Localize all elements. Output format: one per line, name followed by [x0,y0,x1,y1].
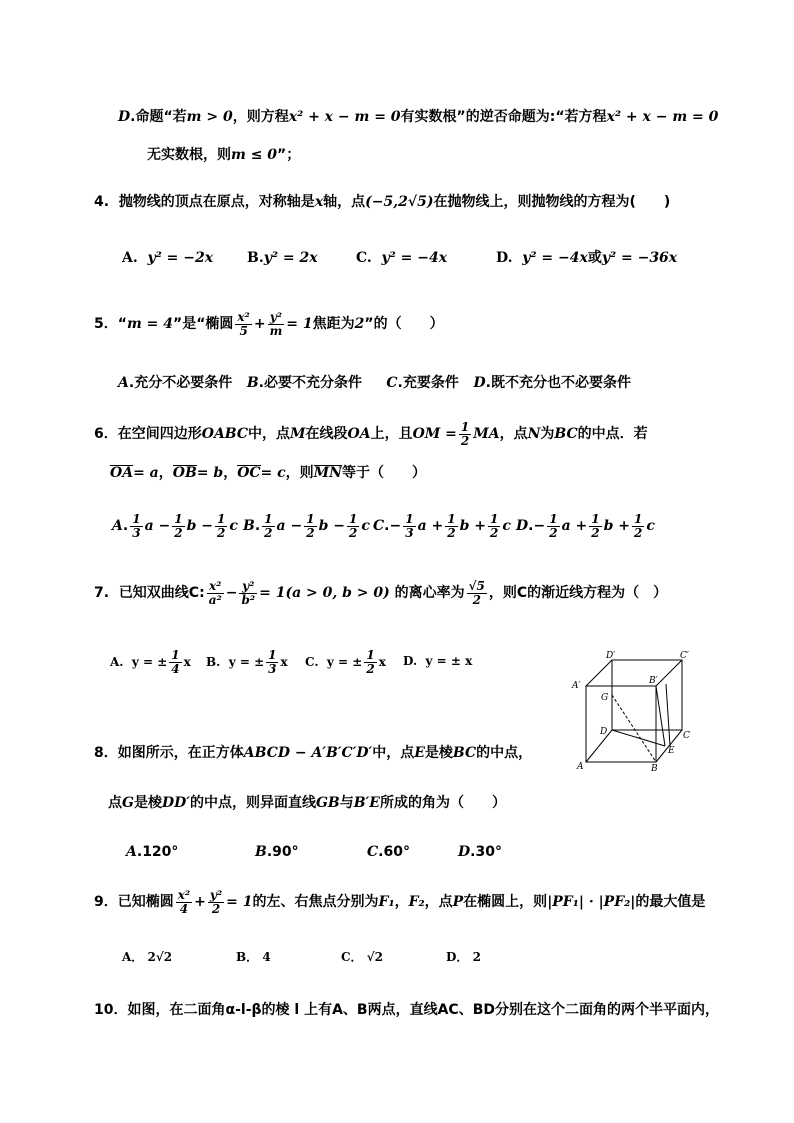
fraction: $\frac{1}{3}$ [268,648,277,676]
q9-option-c[interactable]: C． √2 [341,950,383,964]
label-a-prime: A′ [572,681,581,691]
fraction: $\frac{1}{2}$ [549,511,558,540]
q6-option-a[interactable]: A. $\frac{1}{3}$ a − $\frac{1}{2}$ b − $\frac{1}{2}$ c [112,511,238,540]
segment-gb [612,695,656,762]
fraction: $\frac{1}{2}$ [591,511,600,540]
question-5: 5．“m = 4”是“椭圆 $\frac{\text{x²}}{5}$ + $\frac{\text{y²}}{m}$ = 1焦距为2”的（ ） [94,309,444,338]
q6-option-b[interactable]: B. $\frac{1}{2}$ a − $\frac{1}{2}$ b − $\frac{1}{2}$ c [243,511,370,540]
fraction: $\frac{\text{y²}}{\text{b²}}$ [241,578,256,607]
q5-option-c[interactable]: C.充要条件 [386,375,459,391]
q4-option-d[interactable]: D. y² = −4x或y² = −36x [496,250,678,266]
q8-option-a[interactable]: A.120° [126,844,179,860]
q4-option-a[interactable]: A. y² = −2x [122,250,214,266]
cube-figure [570,650,700,775]
fraction: $\frac{1}{3}$ [132,511,141,540]
q3-option-d-label: D [118,109,131,125]
fraction: $\frac{1}{2}$ [174,511,183,540]
q8-option-d[interactable]: D.30° [458,844,502,860]
q9-option-d[interactable]: D． 2 [446,950,481,964]
label-b: B [651,764,658,774]
question-6: 6．在空间四边形OABC中，点M在线段OA上，且OM = $\frac{1}{2}$ MA，点N为BC的中点．若 [94,419,648,448]
fraction: $\frac{1}{2}$ [217,511,226,540]
q6-option-d[interactable]: D.− $\frac{1}{2}$ a + $\frac{1}{2}$ b + $\frac{1}{2}$ c [516,511,655,540]
q9-option-b[interactable]: B． 4 [236,950,271,964]
label-d: D [600,727,608,737]
label-c: C [683,731,690,741]
label-a: A [577,762,584,772]
fraction: $\frac{1}{2}$ [634,511,643,540]
question-number: 4. [94,194,110,210]
label-e: E [668,746,675,756]
question-8-line2: 点G是棱DD′的中点，则异面直线GB与B′E所成的角为（ ） [108,795,506,811]
question-10: 10．如图，在二面角α-l-β的棱 l 上有A、B两点，直线AC、BD分别在这个二面角的两个半平面内， [94,1002,719,1018]
question-number: 5． [94,316,118,332]
label-g: G [601,693,609,703]
question-number: 9． [94,894,118,910]
q8-option-c[interactable]: C.60° [367,844,410,860]
question-4: 4. 抛物线的顶点在原点，对称轴是x轴，点(−5,2√5)在抛物线上，则抛物线的方程为( ) [94,194,671,210]
q4-option-b[interactable]: B.y² = 2x [247,250,318,266]
q9-option-a[interactable]: A． 2√2 [122,950,173,964]
question-number: 7. [94,585,110,601]
q6-option-c[interactable]: C.− $\frac{1}{3}$ a + $\frac{1}{2}$ b + $\frac{1}{2}$ c [373,511,511,540]
question-number: 6． [94,426,118,442]
fraction: $\frac{\text{y²}}{2}$ [209,887,223,916]
q7-option-d[interactable]: D. y = ± x [403,654,473,668]
q5-option-a[interactable]: A.充分不必要条件 [118,375,233,391]
label-b-prime: B′ [649,676,658,686]
question-7: 7. 已知双曲线C: $\frac{\text{x²}}{\text{a²}}$ − $\frac{\text{y²}}{\text{b²}}$ = 1(a > 0, b > 0) 的离心率为 $\frac{√5}{2}$ ，则C的渐近线方程为（ ） [94,578,668,607]
question-9: 9．已知椭圆 $\frac{\text{x²}}{4}$ + $\frac{\text{y²}}{2}$ = 1的左、右焦点分别为F₁，F₂，点P在椭圆上，则|PF₁| · |PF₂|的最大值是 [94,887,706,916]
q8-option-b[interactable]: B.90° [255,844,299,860]
fraction: $\frac{\text{x²}}{\text{a²}}$ [208,578,222,607]
q3-option-d-line2: 无实数根，则m ≤ 0”； [147,147,301,163]
fraction: $\frac{1}{2}$ [264,511,273,540]
label-c-prime: C′ [680,651,689,661]
q5-options [118,373,631,393]
question-number: 10． [94,1002,128,1018]
fraction: $\frac{\text{x²}}{5}$ [237,309,250,338]
question-number: 8． [94,745,118,761]
fraction: $\frac{1}{3}$ [405,511,414,540]
q7-option-c[interactable]: C. y = ± $\frac{1}{2}$ x [305,648,386,676]
question-8: 8．如图所示，在正方体ABCD − A′B′C′D′中，点E是棱BC的中点， [94,745,533,761]
q5-option-d[interactable]: D.既不充分也不必要条件 [473,375,631,391]
cube-front-face [586,686,656,762]
fraction: $\frac{\text{y²}}{m}$ [269,309,283,338]
fraction: $\frac{1}{2}$ [366,648,375,676]
q4-option-c[interactable]: C. y² = −4x [356,250,448,266]
label-d-prime: D′ [606,651,616,661]
fraction: $\frac{1}{2}$ [348,511,358,540]
question-6-line2: OA= a，OB= b，OC= c，则MN等于（ ） [110,465,426,481]
fraction: $\frac{1}{4}$ [171,648,180,676]
fraction: $\frac{1}{2}$ [460,419,470,448]
fraction: $\frac{1}{2}$ [490,511,499,540]
fraction: $\frac{√5}{2}$ [468,578,485,607]
fraction: $\frac{1}{2}$ [447,511,456,540]
q7-option-a[interactable]: A. y = ± $\frac{1}{4}$ x [110,648,191,676]
q3-option-d-line1: D.命题“若m > 0，则方程x² + x − m = 0有实数根”的逆否命题为:“若方程x² + x − m = 0 [118,109,719,125]
q5-option-b[interactable]: B.必要不充分条件 [246,375,362,391]
q7-option-b[interactable]: B. y = ± $\frac{1}{3}$ x [206,648,288,676]
segment-b-prime-e [656,686,665,746]
fraction: $\frac{\text{x²}}{4}$ [177,887,191,916]
fraction: $\frac{1}{2}$ [306,511,315,540]
